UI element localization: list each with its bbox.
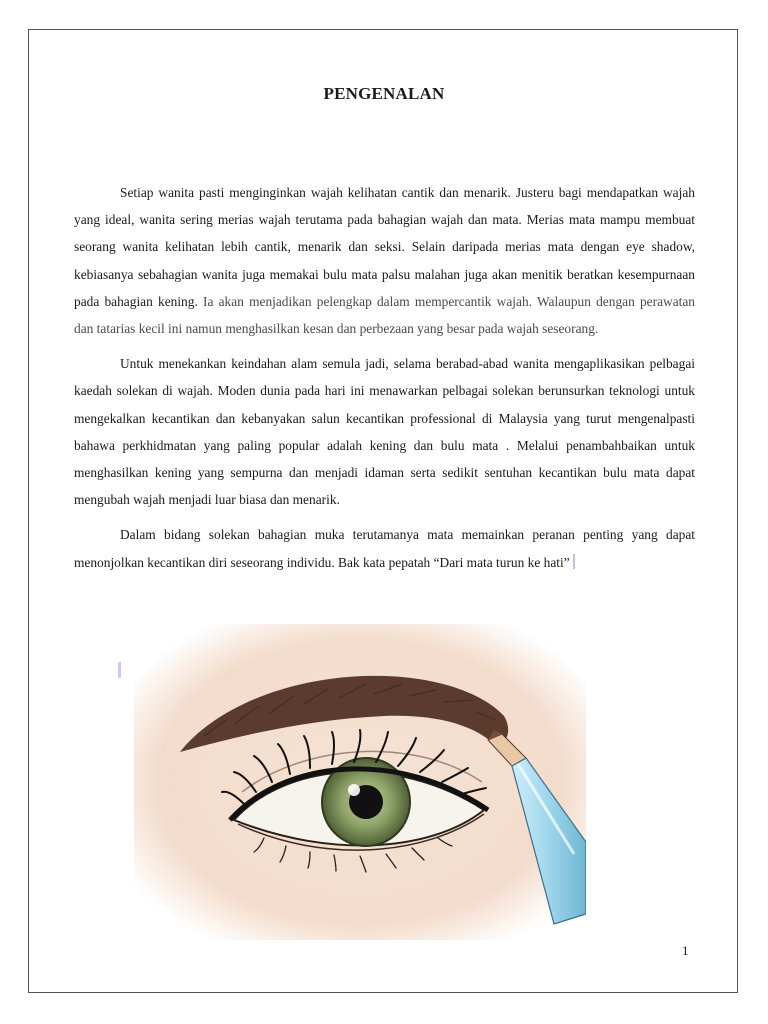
paragraph-3 [74,521,695,575]
paragraph-1 [74,179,695,342]
eye-with-eyebrow-pencil-icon [134,624,586,940]
paragraph-2: Untuk menekankan keindahan alam semula jadi, selama berabad-abad wanita mengaplikasikan pelbagai kaedah solekan di wajah. Moden dunia pada hari ini menawarkan pelbagai solekan berunsurkan teknologi untuk mengekalkan kecantikan dan kebanyakan salun kecantikan professional di Malaysia yang turut mengenalpasti bahawa perkhidmatan yang paling popular adalah kening dan bulu mata . Melalui penambahbaikan untuk menghasilkan kening yang sempurna dan menjadi idaman serta sedikit sentuhan kecantikan bulu mata dapat mengubah wajah menjadi luar biasa dan menarik. [74,356,695,508]
page-title: PENGENALAN [323,84,445,103]
paragraph-1-main: Setiap wanita pasti menginginkan wajah kelihatan cantik dan menarik. Justeru bagi mendapatkan wajah yang ideal, wanita sering merias wajah terutama pada bahagian wajah dan mata. Merias mata mampu membuat seorang wanita kelihatan lebih cantik, menarik dan seksi. Selain daripada merias mata dengan eye shadow, kebiasanya sebahagian wanita juga memakai bulu mata palsu malahan juga akan menitik beratkan kesempurnaan pada bahagian kening. [74,185,695,309]
body-text [74,179,695,576]
paragraph-1-tail: Ia akan menjadikan pelengkap dalam mempercantik wajah. Walaupun dengan perawatan dan tatarias kecil ini namun menghasilkan kesan dan perbezaan yang besar pada wajah seseorang. [74,293,695,337]
margin-mark [118,662,121,678]
text-cursor-mark [573,554,575,569]
eye-highlight [348,784,360,796]
paragraph-3-text: Dalam bidang solekan bahagian muka terutamanya mata memainkan peranan penting yang dapat menonjolkan kecantikan diri seseorang individu. Bak kata pepatah “Dari mata turun ke hati” [74,527,695,570]
page-number: 1 [682,943,689,958]
